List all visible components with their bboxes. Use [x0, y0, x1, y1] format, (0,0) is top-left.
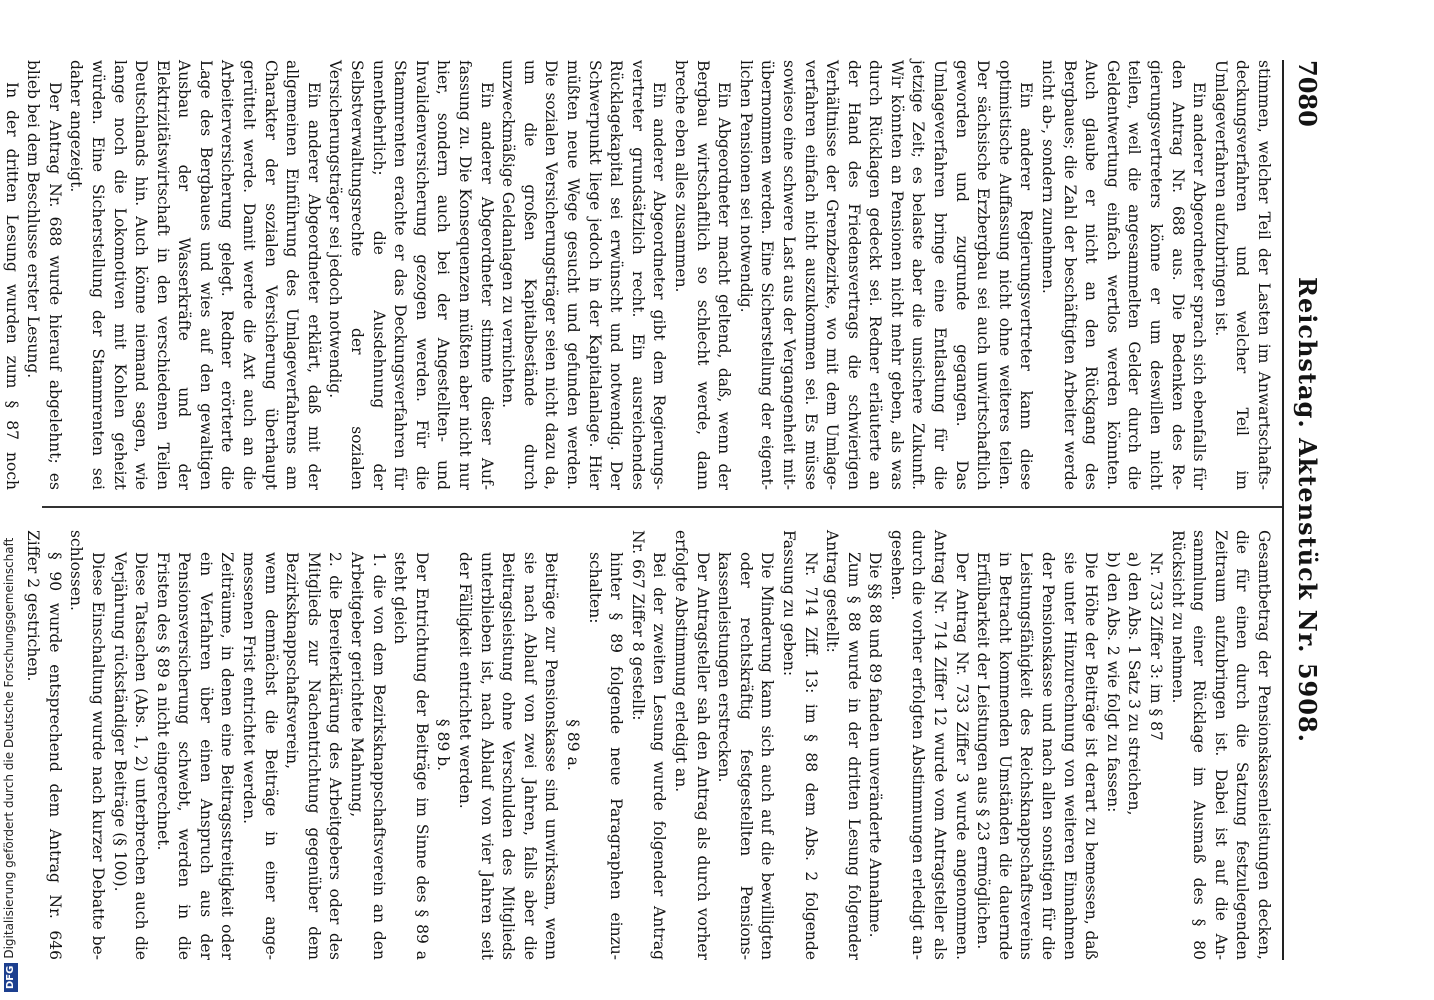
page-title: Reichstag. Aktenstück Nr. 5908.	[1293, 277, 1322, 743]
paragraph: Ein anderer Abgeordneter gibt dem Regierungsvertreter grundsätzlich recht. Ein ausreichendes Rücklagekapital sei erwünscht und notwendig. Der Schwerpunkt liege jedoch in der Kapitalanlage. Hier müßten neue Wege gesucht und gefunden werden. Die sozialen Versicherungsträger seien nicht dazu da, um die großen Kapitalbestände durch unzweckmäßige Geldanlagen zu vernichten.	[499, 60, 669, 490]
credit-text: Digitalisierung gefördert durch die Deutsche Forschungsgemeinschaft	[2, 537, 16, 959]
paragraph: Die Minderung kann sich auch auf die bewilligten oder rechtskräftig festgestellten Pensionskassenleistungen erstrecken.	[715, 552, 777, 960]
paragraph: Ein Abgeordneter macht geltend, daß, wenn der Bergbau wirtschaftlich so schlecht werde, dann breche eben alles zusammen.	[671, 60, 734, 490]
paragraph: Zeiträume, in denen eine Beitragsstreitigkeit oder ein Verfahren über einen Anspruch aus der Pensionsversicherung schwebt, werden in die Fristen des § 89 a nicht eingerechnet.	[153, 552, 237, 960]
paragraph: Nr. 714 Ziff. 13: im § 88 dem Abs. 2 folgende Fassung zu geben:	[779, 530, 820, 960]
paragraph: Ein anderer Abgeordneter sprach sich ebenfalls für den Antrag Nr. 688 aus. Die Bedenken des Regierungsvertreters könne er um deswillen nicht teilen, weil die angesammelten Gelder durch die Geldentwertung einfach wertlos werden könnten. Auch glaube er nicht an den Rückgang des Bergbaues; die Zahl der beschäftigten Arbeiter werde nicht ab-, sondern zunehmen.	[1039, 60, 1209, 490]
paragraph: § 89 a.	[564, 719, 582, 771]
paragraph: Die §§ 88 und 89 fanden unveränderte Annahme.	[866, 552, 885, 938]
page-header	[1290, 60, 1322, 960]
paragraph: § 90 wurde entsprechend dem Antrag Nr. 646 Ziffer 2 gestrichen.	[24, 530, 64, 960]
paragraph: Diese Tatsachen (Abs. 1, 2) unterbrechen auch die Verjährung rückständiger Beiträge (§ 100).	[110, 552, 151, 960]
paragraph: a) den Abs. 1 Satz 3 zu streichen,	[1125, 552, 1144, 816]
header-rule	[1282, 60, 1284, 960]
paragraph: § 89 b.	[434, 718, 453, 772]
paragraph: Die Höhe der Beiträge ist derart zu bemessen, daß sie unter Hinzurechnung von weiteren Einnahmen der Pensionskasse und nach allen sonstigen für die Leistungsfähigkeit des Reichsknappschaftsvereins in Betracht kommenden Umständen die dauernde Erfülbarkeit der Leistungen aus § 23 ermöglichen.	[974, 552, 1101, 960]
paragraph: 1. die von dem Bezirksknappschaftsverein an den Arbeitgeber gerichtete Mahnung,	[348, 552, 388, 960]
paragraph: Bei der zweiten Lesung wurde folgender Antrag Nr. 667 Ziffer 8 gestellt:	[628, 530, 669, 960]
paragraph: Ein anderer Abgeordneter stimmte dieser Auffassung zu. Die Konsequenzen müßten aber nicht nur hier, sondern auch bei der Angestellten- und Invalidenversicherung gezogen werden. Für die Stammrenten erachte er das Deckungsverfahren für unentbehrlich; die Ausdehnung der Selbstverwaltungsrechte der sozialen Versicherungsträger sei jedoch notwendig.	[326, 60, 496, 490]
digitization-credit	[2, 538, 18, 992]
paragraph: Der Antrag Nr. 733 Ziffer 3 wurde angenommen. Antrag Nr. 714 Ziffer 12 wurde vom Antragsteller als durch die vorher erfolgten Abstimmungen erledigt angesehen.	[887, 530, 971, 960]
paragraph: b) den Abs. 2 wie folgt zu fassen:	[1103, 552, 1122, 813]
paragraph: Diese Einschaltung wurde nach kurzer Debatte beschlossen.	[67, 530, 107, 960]
paragraph: hinter § 89 folgende neue Paragraphen einzuschalten:	[585, 552, 626, 960]
paragraph: Gesamtbetrag der Pensionskassenleistungen decken, die für einen durch die Satzung festzulegenden Zeitraum aufzubringen ist. Dabei ist auf die Ansammlung einer Rücklage im Ausmaß des § 80 Rücksicht zu nehmen.	[1168, 530, 1273, 960]
paragraph: Ein anderer Regierungsvertreter kann diese optimistische Auffassung nicht ohne weiteres teilen. Der sächsische Erzbergbau sei auch unwirtschaftlich geworden und zugrunde gegangen. Das Umlageverfahren bringe eine Entlastung für die jetzige Zeit; es belaste aber die unsichere Zukunft. Wir könnten an Pensionen nicht mehr geben, als was durch Rücklagen gedeckt sei. Redner erläuterte an der Hand des Friedensvertrags die schwierigen Verhältnisse der Grenzbezirke, wo mit dem Umlageverfahren einfach nicht auszukommen sei. Es müsse sowieso eine schwere Last aus der Vergangenheit mitübernommen werden. Eine Sicherstellung der eigentlichen Pensionen sei notwendig.	[736, 60, 1036, 490]
paragraph: stimmen, welcher Teil der Lasten im Anwartschaftsdeckungsverfahren und welcher Teil im Umlageverfahren aufzubringen ist.	[1211, 60, 1273, 490]
paragraph: 2. die Bereiterklärung des Arbeitgebers oder des Mitglieds zur Nachentrichtung gegenüber dem Bezirksknappschaftsverein,	[283, 552, 345, 960]
page-number: 7080	[1293, 60, 1322, 127]
paragraph: Beiträge zur Pensionskasse sind unwirksam, wenn sie nach Ablauf von zwei Jahren, falls aber die Beitragsleistung ohne Verschulden des Mitglieds unterblieben ist, nach Ablauf von vier Jahren seit der Fälligkeit entrichtet werden.	[456, 552, 561, 960]
paragraph: wenn demnächst die Beiträge in einer angemessenen Frist entrichtet werden.	[240, 552, 280, 960]
paragraph: Der Antragsteller sah den Antrag als durch vorher erfolgte Abstimmung erledigt an.	[671, 530, 712, 960]
paragraph: In der dritten Lesung wurden zum § 87 noch	[2, 82, 21, 490]
paragraph: Zum § 88 wurde in der dritten Lesung folgender Antrag gestellt:	[823, 530, 863, 960]
dfg-logo: DFG	[4, 963, 18, 992]
paragraph: Nr. 733 Ziffer 3: im § 87	[1147, 552, 1166, 741]
paragraph: Der Entrichtung der Beiträge im Sinne des § 89 a steht gleich	[391, 552, 431, 960]
paragraph: Der Antrag Nr. 688 wurde hierauf abgelehnt; es blieb bei dem Beschlusse erster Lesung.	[24, 60, 64, 490]
paragraph: Ein anderer Abgeordneter erklärt, daß mit der allgemeinen Einführung des Umlageverfahrens am Charakter der sozialen Versicherung überhaupt gerüttelt werde. Damit werde die Axt auch an die Arbeiterversicherung gelegt. Redner erörterte die Lage des Bergbaues und wies auf den gewaltigen Ausbau der Wasserkräfte und der Elektrizitätswirtschaft in den verschiedenen Teilen Deutschlands hin. Auch könne niemand sagen, wie lange noch die Lokomotiven mit Kohlen geheizt würden. Eine Sicherstellung der Stammrenten sei daher angezeigt.	[67, 60, 323, 490]
